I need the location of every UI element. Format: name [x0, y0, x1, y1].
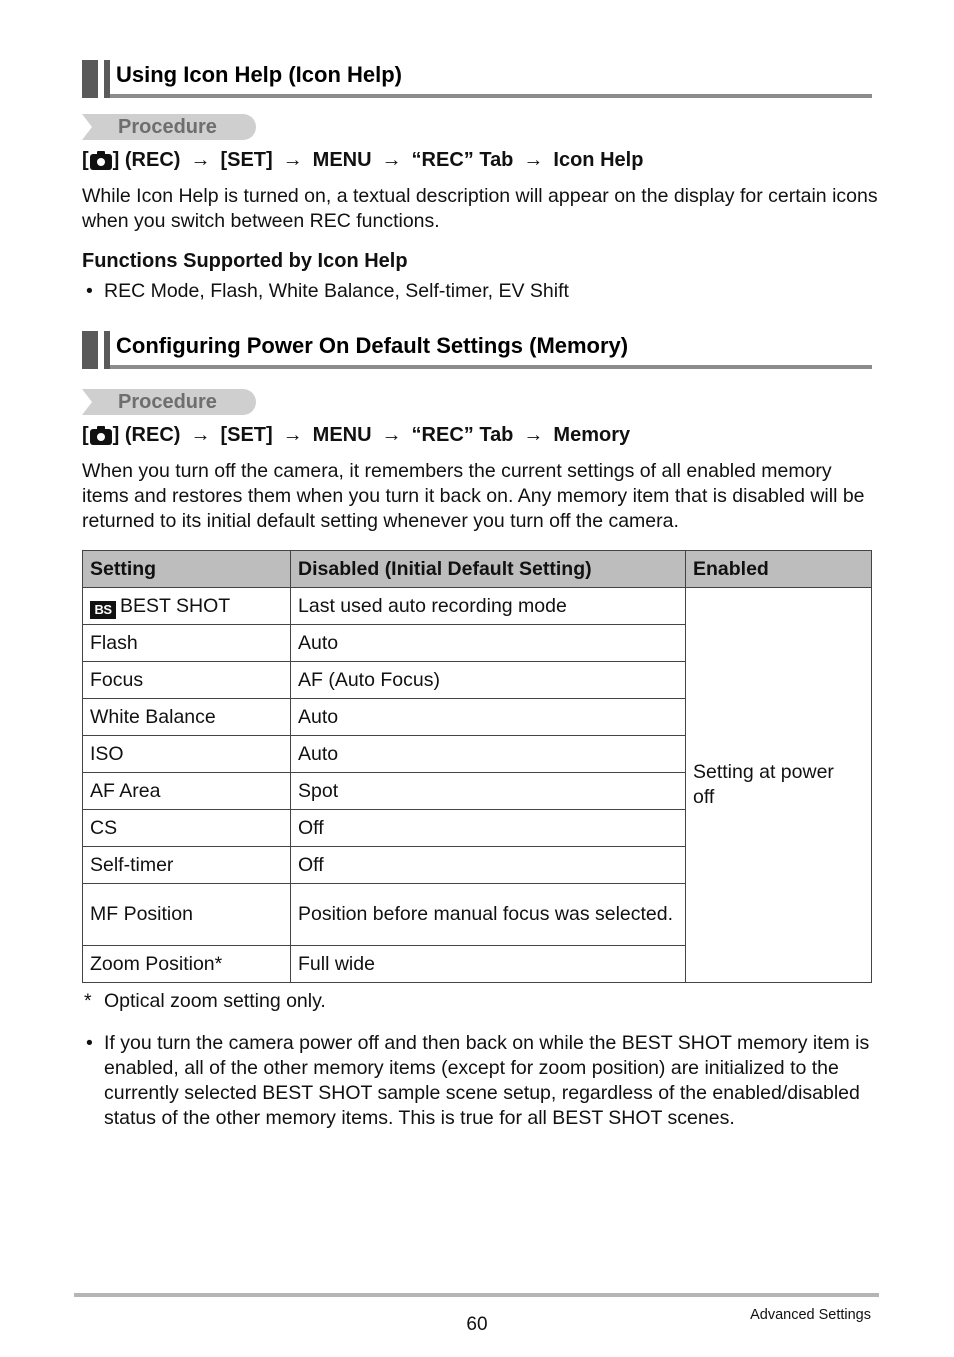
path-bracket: [	[82, 149, 89, 171]
path-step: [SET]	[220, 149, 273, 171]
procedure-arrow-icon	[82, 389, 92, 415]
path-rec: ] (REC)	[112, 149, 181, 171]
section-title: Configuring Power On Default Settings (Memory)	[116, 333, 629, 358]
bullet-icon: •	[86, 280, 93, 302]
setting-cell: Flash	[83, 625, 291, 662]
disabled-cell: Last used auto recording mode	[291, 588, 686, 625]
setting-cell: White Balance	[83, 699, 291, 736]
disabled-cell: Off	[291, 847, 686, 884]
disabled-cell: Full wide	[291, 946, 686, 983]
procedure-arrow-icon	[82, 114, 92, 140]
path-step: “REC” Tab	[411, 149, 514, 171]
disabled-cell: AF (Auto Focus)	[291, 662, 686, 699]
procedure-label: Procedure	[118, 116, 217, 138]
setting-cell: CS	[83, 810, 291, 847]
heading-rule	[110, 94, 872, 98]
table-row	[83, 588, 872, 625]
memory-description: When you turn off the camera, it remembers the current settings of all enabled memory items and restores them when you turn it back on. Any memory item that is disabled will be returned to its initial default setting whenever you turn off the camera.	[82, 460, 865, 532]
manual-page: Using Icon Help (Icon Help) Procedure [ ] (REC) → [SET] → MENU → “REC” Tab → Icon Help While Icon Help is turned on, a textual description will appear on the display for certain icons when you switch between REC functions. Functions Supported by Icon Help • REC Mode, Flash, White Balance, Self-timer, EV Shift Configuring Power On Default Settings (Memory) Procedure [ ] (REC) → [SET] → MENU → “REC” Tab → Memory When you turn off the camera, it remembers the current settings of all enabled memory items and restores them when you turn it back on. Any memory item that is disabled will be returned to its initial default setting whenever you turn off the camera. Setting Disabled (Initial Default Setting) Enabled BS BEST SHOT Last used auto recording mode Setting at power off Flash Auto Focus AF (Auto Focus) White Balance Auto ISO Auto AF Area Spot CS Off Self-timer Off MF Position Position before manual focus was selected. Zoom Position* Full wide * Optical zoom setting only. • If you turn the camera power off and then back on while the BEST SHOT memory item is enabled, all of the other memory items (except for zoom position) are initialized to the currently selected BEST SHOT sample scene setup, regardless of the enabled/disabled status of the other memory items. This is true for all BEST SHOT scenes. 60 Advanced Settings	[0, 0, 954, 1357]
disabled-cell: Off	[291, 810, 686, 847]
column-header: Disabled (Initial Default Setting)	[291, 551, 686, 588]
arrow-right-icon: →	[381, 149, 402, 171]
disabled-cell: Auto	[291, 625, 686, 662]
icon-help-description: While Icon Help is turned on, a textual description will appear on the display for certain icons when you switch between REC functions.	[82, 185, 878, 232]
camera-icon	[90, 429, 112, 445]
column-header: Setting	[83, 551, 291, 588]
column-header: Enabled	[686, 551, 872, 588]
menu-path	[82, 424, 630, 447]
best-shot-icon: BS	[90, 601, 116, 619]
footer-section-name: Advanced Settings	[750, 1307, 871, 1323]
disabled-cell: Spot	[291, 773, 686, 810]
camera-icon	[90, 154, 112, 170]
procedure-tag	[82, 389, 256, 415]
section-heading-memory	[82, 331, 872, 369]
setting-cell: BS BEST SHOT	[83, 588, 291, 625]
arrow-right-icon: →	[282, 424, 303, 446]
path-step: MENU	[312, 424, 372, 446]
path-bracket: [	[82, 424, 89, 446]
path-step: Memory	[553, 424, 631, 446]
disabled-cell: Auto	[291, 736, 686, 773]
heading-bar-decoration	[104, 60, 110, 98]
path-step: “REC” Tab	[411, 424, 514, 446]
functions-subheading: Functions Supported by Icon Help	[82, 250, 408, 272]
disabled-cell: Auto	[291, 699, 686, 736]
path-step: Icon Help	[553, 149, 644, 171]
path-step: MENU	[312, 149, 372, 171]
arrow-right-icon: →	[523, 424, 544, 446]
setting-cell: Focus	[83, 662, 291, 699]
section-title: Using Icon Help (Icon Help)	[116, 62, 403, 87]
arrow-right-icon: →	[381, 424, 402, 446]
setting-cell: Self-timer	[83, 847, 291, 884]
section-heading-icon-help	[82, 60, 872, 98]
heading-bar-decoration	[82, 331, 98, 369]
setting-cell: AF Area	[83, 773, 291, 810]
path-rec: ] (REC)	[112, 424, 181, 446]
heading-bar-decoration	[82, 60, 98, 98]
procedure-tag	[82, 114, 256, 140]
arrow-right-icon: →	[523, 149, 544, 171]
enabled-cell: Setting at power off	[686, 588, 872, 983]
disabled-cell: Position before manual focus was selected.	[291, 884, 686, 946]
page-number: 60	[466, 1314, 488, 1335]
menu-path	[82, 149, 643, 172]
heading-rule	[110, 365, 872, 369]
asterisk-marker: *	[84, 990, 92, 1012]
bullet-icon: •	[86, 1032, 93, 1054]
arrow-right-icon: →	[190, 424, 211, 446]
arrow-right-icon: →	[190, 149, 211, 171]
setting-cell: Zoom Position*	[83, 946, 291, 983]
setting-cell: ISO	[83, 736, 291, 773]
memory-settings-table	[82, 550, 872, 983]
arrow-right-icon: →	[282, 149, 303, 171]
procedure-label: Procedure	[118, 391, 217, 413]
heading-bar-decoration	[104, 331, 110, 369]
footer-rule	[74, 1293, 879, 1297]
setting-cell: MF Position	[83, 884, 291, 946]
table-header-row	[83, 551, 872, 588]
path-step: [SET]	[220, 424, 273, 446]
